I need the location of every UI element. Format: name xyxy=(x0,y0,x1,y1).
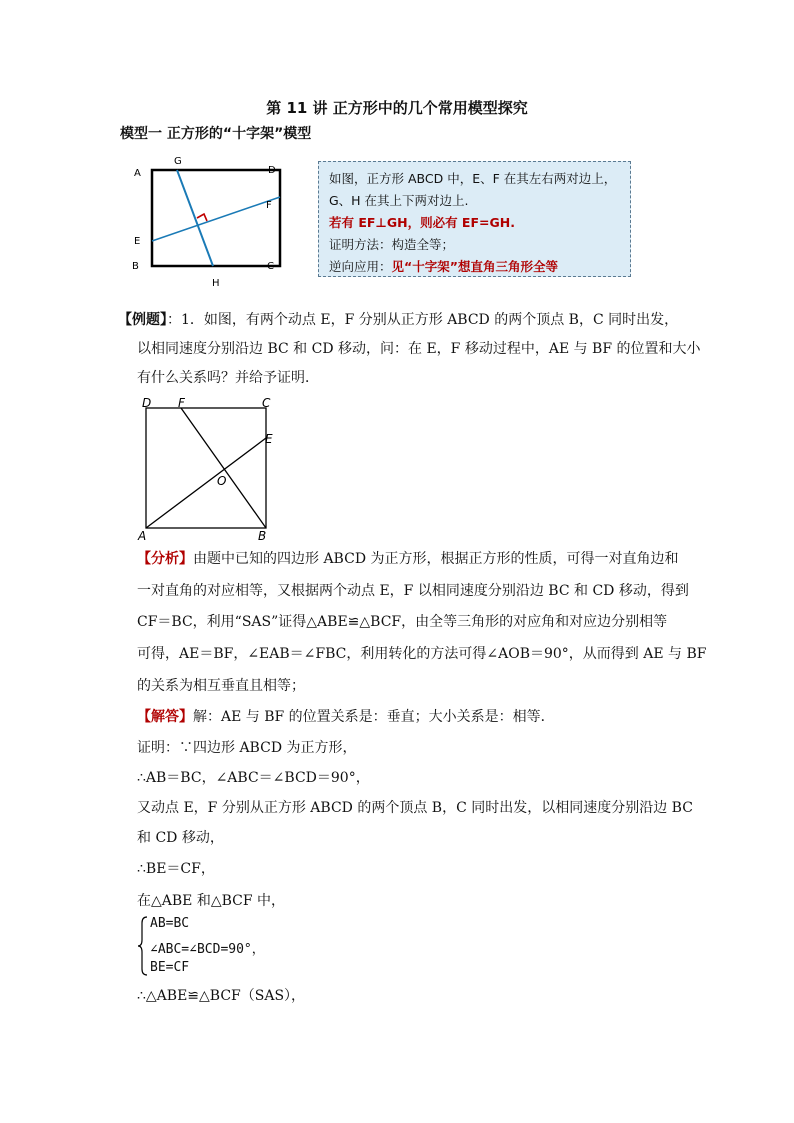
analysis-line-1 xyxy=(137,548,679,568)
label-a: A xyxy=(138,529,147,543)
solution-line-6: ∴BE＝CF， xyxy=(137,861,215,877)
model-info-box xyxy=(318,161,631,277)
label-c: C xyxy=(267,261,274,272)
label-f: F xyxy=(178,396,185,410)
brace-line-3: BE=CF xyxy=(150,960,190,975)
segment-ae xyxy=(146,438,266,528)
info-line-3: 若有 EF⊥GH，则必有 EF=GH. xyxy=(329,215,515,230)
solution-line-2: 证明：∵四边形 ABCD 为正方形， xyxy=(137,740,357,756)
solution-line-5: 和 CD 移动， xyxy=(137,830,224,846)
square-abcd xyxy=(146,408,266,528)
analysis-line-2: 一对直角的对应相等，又根据两个动点 E，F 以相同速度分别沿边 BC 和 CD 移动，得到 xyxy=(137,583,689,599)
solution-line-7: 在△ABE 和△BCF 中， xyxy=(137,893,286,909)
section-subtitle: 模型一 正方形的“十字架”模型 xyxy=(120,126,312,142)
info-line-2: G、H 在其上下两对边上. xyxy=(329,193,469,208)
cross-model-figure xyxy=(125,150,285,290)
label-h: H xyxy=(212,278,220,289)
example-line-1 xyxy=(118,309,678,329)
solution-line-8: ∴△ABE≌△BCF（SAS）， xyxy=(137,988,306,1004)
info-line-1: 如图，正方形 ABCD 中，E、F 在其左右两对边上， xyxy=(329,171,617,186)
example-tag: 【例题】 xyxy=(118,312,167,328)
solution-line-3: ∴AB＝BC，∠ABC＝∠BCD＝90°， xyxy=(137,770,370,786)
brace-line-1: AB=BC xyxy=(150,916,190,931)
analysis-line-3: CF＝BC，利用“SAS”证得△ABE≌△BCF，由全等三角形的对应角和对应边分别相等 xyxy=(137,614,668,630)
analysis-tag: 【分析】 xyxy=(137,551,193,567)
label-f: F xyxy=(266,200,272,211)
label-e: E xyxy=(265,432,273,446)
segment-ef xyxy=(152,197,280,241)
label-c: C xyxy=(262,396,271,410)
label-a: A xyxy=(134,168,141,179)
label-b: B xyxy=(132,261,139,272)
solution-text-1: 解：AE 与 BF 的位置关系是：垂直；大小关系是：相等． xyxy=(193,709,555,725)
info-line-4: 证明方法：构造全等； xyxy=(329,237,455,252)
label-g: G xyxy=(174,156,182,167)
label-d: D xyxy=(142,396,152,410)
solution-line-4: 又动点 E，F 分别从正方形 ABCD 的两个顶点 B，C 同时出发，以相同速度分别沿边 BC xyxy=(137,800,693,816)
solution-line-1 xyxy=(137,706,555,726)
analysis-line-4: 可得，AE＝BF，∠EAB＝∠FBC，利用转化的方法可得∠AOB＝90°，从而得到 AE 与 BF xyxy=(137,646,707,662)
brace-line-2: ∠ABC=∠BCD=90°， xyxy=(150,942,265,957)
info-line-5-hint: 见“十字架”想直角三角形全等 xyxy=(391,259,558,274)
analysis-line-5: 的关系为相互垂直且相等； xyxy=(137,678,305,694)
example-text-1: ：1．如图，有两个动点 E，F 分别从正方形 ABCD 的两个顶点 B，C 同时出发， xyxy=(167,312,679,328)
label-d: D xyxy=(268,165,276,176)
solution-tag: 【解答】 xyxy=(137,709,193,725)
example-figure xyxy=(136,393,284,543)
square-outline xyxy=(152,170,280,266)
example-line-3: 有什么关系吗？并给予证明． xyxy=(137,370,319,386)
info-line-5 xyxy=(329,256,620,278)
label-b: B xyxy=(258,529,267,543)
label-o: O xyxy=(217,474,227,488)
analysis-text-1: 由题中已知的四边形 ABCD 为正方形，根据正方形的性质，可得一对直角边和 xyxy=(193,551,679,567)
label-e: E xyxy=(134,236,141,247)
segment-gh xyxy=(177,170,213,266)
segment-bf xyxy=(181,408,266,528)
brace-icon xyxy=(137,915,149,977)
example-line-2: 以相同速度分别沿边 BC 和 CD 移动，问：在 E，F 移动过程中，AE 与 BF 的位置和大小 xyxy=(137,341,701,357)
info-line-5-prefix: 逆向应用： xyxy=(329,259,392,274)
page-title: 第 11 讲 正方形中的几个常用模型探究 xyxy=(266,99,528,117)
right-angle-mark xyxy=(197,214,207,221)
